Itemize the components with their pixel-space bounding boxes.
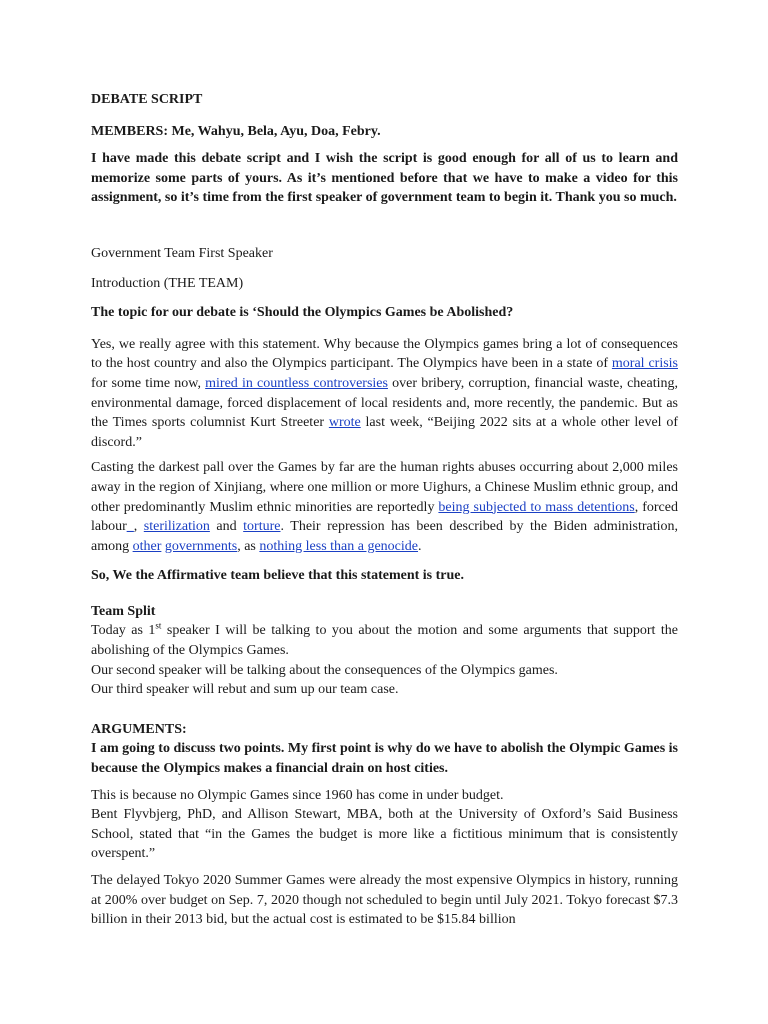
affirmative-statement: So, We the Affirmative team believe that this statement is true. — [91, 568, 464, 584]
paragraph-moral-crisis: Yes, we really agree with this statement. Why because the Olympics games bring a lot of consequences to the host country and also the Olympics participant. The Olympics have been in a state of moral crisis for some time now, mired in countless controversies over bribery, corruption, financial waste, cheating, environmental damage, forced displacement of local residents and, more recently, the pandemic. But as the Times sports columnist Kurt Streeter wrote last week, “Beijing 2022 sits at a whole other level of discord.” — [91, 336, 678, 450]
link-moral-crisis[interactable]: moral crisis — [611, 356, 678, 372]
tokyo-paragraph: The delayed Tokyo 2020 Summer Games were already the most expensive Olympics in history, running at 200% over budget on Sep. 7, 2020 though not scheduled to begin until July 2021. Tokyo forecast $7.3 billion in their 2013 bid, but the actual cost is estimated to be $15.84 billion — [91, 873, 678, 928]
first-point: I am going to discuss two points. My first point is why do we have to abolish the Olympic Games is because the Olympics makes a financial drain on host cities. — [91, 741, 678, 777]
link-mass-detentions[interactable]: being subjected to mass detentions — [438, 499, 635, 515]
team-split-heading: Team Split — [91, 603, 156, 619]
link-torture[interactable]: torture — [243, 519, 281, 535]
speaker-heading: Government Team First Speaker — [91, 245, 273, 261]
budget-line: This is because no Olympic Games since 1960 has come in under budget. — [91, 787, 504, 803]
team-split-first-speaker: Today as 1st speaker I will be talking to you about the motion and some arguments that support the abolishing of the Olympics Games. — [91, 620, 679, 659]
document-title: DEBATE SCRIPT — [91, 92, 203, 107]
link-governments[interactable]: governments — [164, 538, 238, 554]
oxford-quote: Bent Flyvbjerg, PhD, and Allison Stewart, MBA, both at the University of Oxford’s Said Business School, stated that “in the Games the budget is more like a fictitious minimum that is consistently overspent.” — [91, 807, 678, 862]
team-split-second-speaker: Our second speaker will be talking about the consequences of the Olympics games. — [91, 662, 558, 678]
introduction-heading: Introduction (THE TEAM) — [91, 275, 244, 291]
link-forced-labour[interactable]: _ — [126, 519, 134, 535]
document-page — [91, 90, 678, 930]
team-split-third-speaker: Our third speaker will rebut and sum up our team case. — [91, 682, 399, 698]
link-mired-in-controversies[interactable]: mired in countless controversies — [205, 375, 388, 391]
members-line: MEMBERS: Me, Wahyu, Bela, Ayu, Doa, Febry. — [91, 123, 381, 139]
link-wrote[interactable]: wrote — [328, 415, 361, 431]
link-other[interactable]: other — [132, 538, 162, 554]
paragraph-human-rights: Casting the darkest pall over the Games by far are the human rights abuses occurring about 2,000 miles away in the region of Xinjiang, where one million or more Uighurs, a Chinese Muslim ethnic group, and other predominantly Muslim ethnic minorities are reportedly being subjected to mass detentions, forced labour_, sterilization and torture. Their repression has been described by the Biden administration, among other governments, as nothing less than a genocide. — [91, 460, 679, 554]
arguments-heading: ARGUMENTS: — [91, 721, 187, 737]
link-sterilization[interactable]: sterilization — [143, 519, 210, 535]
intro-note: I have made this debate script and I wish the script is good enough for all of us to learn and memorize some parts of yours. As it’s mentioned before that we have to make a video for this assignment, so it’s time from the first speaker of government team to begin it. Thank you so much. — [91, 151, 678, 206]
link-genocide[interactable]: nothing less than a genocide — [259, 538, 419, 554]
debate-topic: The topic for our debate is ‘Should the Olympics Games be Abolished? — [91, 305, 514, 321]
